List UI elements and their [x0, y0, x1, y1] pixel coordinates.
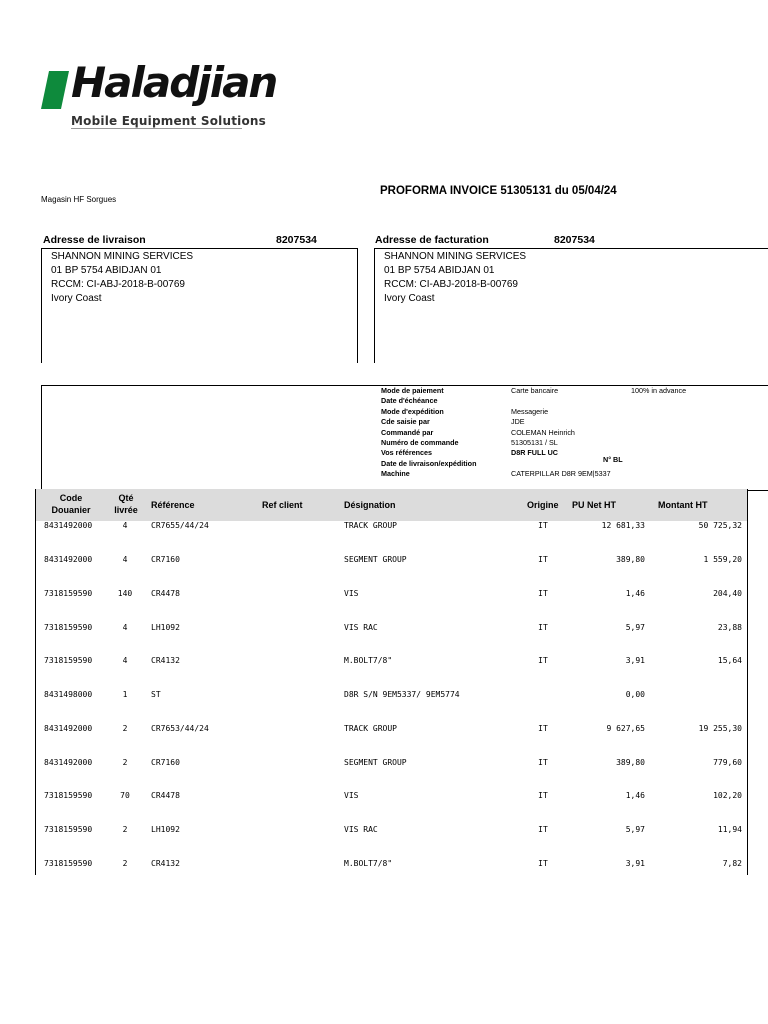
cell-unit-price: 1,46 — [625, 791, 645, 800]
delivery-address-code: 8207534 — [276, 234, 317, 246]
cell-reference: LH1092 — [151, 623, 180, 632]
table-row — [0, 521, 768, 535]
cell-customs-code: 8431492000 — [44, 521, 93, 530]
info-key-entered-by: Cde saisie par — [381, 417, 430, 427]
cell-customs-code: 7318159590 — [44, 656, 93, 665]
cell-origin: IT — [538, 859, 548, 868]
col-header-client-ref: Ref client — [262, 500, 303, 510]
delivery-address-line: RCCM: CI-ABJ-2018-B-00769 — [51, 279, 185, 290]
info-key-delivery-date: Date de livraison/expédition — [381, 458, 477, 468]
col-header-amount: Montant HT — [658, 500, 708, 510]
table-right-border — [747, 489, 748, 875]
brand-logo-mark — [41, 71, 69, 109]
cell-designation: VIS — [344, 791, 359, 800]
table-row — [0, 656, 768, 670]
cell-quantity: 1 — [122, 690, 128, 699]
cell-customs-code: 7318159590 — [44, 791, 93, 800]
cell-origin: IT — [538, 758, 548, 767]
order-info-box — [41, 385, 768, 491]
billing-address-label: Adresse de facturation — [375, 234, 489, 246]
info-value-machine: CATERPILLAR D8R 9EM|5337 — [511, 469, 611, 479]
cell-designation: VIS — [344, 589, 359, 598]
cell-quantity: 2 — [122, 758, 128, 767]
cell-customs-code: 8431492000 — [44, 724, 93, 733]
cell-unit-price: 0,00 — [625, 690, 645, 699]
cell-amount: 23,88 — [717, 623, 742, 632]
billing-address-line: 01 BP 5754 ABIDJAN 01 — [384, 265, 495, 276]
cell-designation: SEGMENT GROUP — [344, 758, 407, 767]
cell-amount: 204,40 — [713, 589, 742, 598]
cell-unit-price: 9 627,65 — [606, 724, 645, 733]
cell-amount: 1 559,20 — [703, 555, 742, 564]
delivery-address-line: 01 BP 5754 ABIDJAN 01 — [51, 265, 162, 276]
cell-unit-price: 3,91 — [625, 656, 645, 665]
cell-quantity: 2 — [122, 825, 128, 834]
info-extra-payment-terms: 100% in advance — [631, 386, 687, 395]
table-row — [0, 623, 768, 637]
tagline-underline — [71, 128, 242, 129]
cell-customs-code: 7318159590 — [44, 825, 93, 834]
info-key-ordered-by: Commandé par — [381, 427, 434, 437]
cell-customs-code: 7318159590 — [44, 859, 93, 868]
info-extra-bl-number: N° BL — [603, 455, 623, 464]
cell-unit-price: 389,80 — [616, 758, 645, 767]
cell-customs-code: 8431498000 — [44, 690, 93, 699]
cell-unit-price: 389,80 — [616, 555, 645, 564]
cell-customs-code: 7318159590 — [44, 589, 93, 598]
cell-designation: SEGMENT GROUP — [344, 555, 407, 564]
cell-amount: 779,60 — [713, 758, 742, 767]
delivery-address-label: Adresse de livraison — [43, 234, 146, 246]
cell-designation: M.BOLT7/8" — [344, 859, 393, 868]
cell-origin: IT — [538, 623, 548, 632]
cell-unit-price: 12 681,33 — [601, 521, 645, 530]
table-row — [0, 859, 768, 873]
cell-quantity: 4 — [122, 521, 128, 530]
billing-address-code: 8207534 — [554, 234, 595, 246]
cell-amount: 19 255,30 — [698, 724, 742, 733]
cell-origin: IT — [538, 555, 548, 564]
cell-designation: VIS RAC — [344, 623, 378, 632]
col-header-customs-code: Code Douanier — [51, 493, 91, 515]
cell-reference: CR7160 — [151, 555, 180, 564]
cell-customs-code: 8431492000 — [44, 555, 93, 564]
cell-origin: IT — [538, 724, 548, 733]
billing-address-line: RCCM: CI-ABJ-2018-B-00769 — [384, 279, 518, 290]
brand-logo-text: Haladjian — [71, 58, 277, 107]
cell-quantity: 70 — [120, 791, 130, 800]
cell-origin: IT — [538, 589, 548, 598]
cell-reference: CR4478 — [151, 589, 180, 598]
billing-address-line: Ivory Coast — [384, 293, 435, 304]
cell-unit-price: 5,97 — [625, 825, 645, 834]
cell-quantity: 4 — [122, 656, 128, 665]
cell-origin: IT — [538, 521, 548, 530]
col-header-quantity: Qté livrée — [114, 493, 138, 515]
col-header-unit-price: PU Net HT — [572, 500, 617, 510]
billing-address-line: SHANNON MINING SERVICES — [384, 251, 527, 262]
cell-amount: 7,82 — [722, 859, 742, 868]
cell-origin: IT — [538, 825, 548, 834]
cell-origin: IT — [538, 791, 548, 800]
table-row — [0, 758, 768, 772]
cell-designation: TRACK GROUP — [344, 724, 397, 733]
table-row — [0, 724, 768, 738]
cell-quantity: 2 — [122, 724, 128, 733]
table-row — [0, 690, 768, 704]
cell-reference: CR7653/44/24 — [151, 724, 209, 733]
delivery-address-box — [41, 248, 358, 363]
info-key-order-number: Numéro de commande — [381, 438, 459, 447]
info-key-shipping-mode: Mode d'expédition — [381, 406, 444, 416]
table-row — [0, 589, 768, 603]
cell-amount: 11,94 — [717, 825, 742, 834]
col-header-designation: Désignation — [344, 500, 396, 510]
info-value-entered-by: JDE — [511, 417, 525, 427]
cell-customs-code: 8431492000 — [44, 758, 93, 767]
table-left-border — [35, 489, 36, 875]
table-row — [0, 791, 768, 805]
cell-reference: CR4132 — [151, 859, 180, 868]
cell-reference: CR4132 — [151, 656, 180, 665]
cell-reference: LH1092 — [151, 825, 180, 834]
delivery-address-line: Ivory Coast — [51, 293, 102, 304]
cell-origin: IT — [538, 656, 548, 665]
info-value-ordered-by: COLEMAN Heinrich — [511, 427, 575, 437]
table-row — [0, 825, 768, 839]
cell-designation: D8R S/N 9EM5337/ 9EM5774 — [344, 690, 460, 699]
cell-amount: 102,20 — [713, 791, 742, 800]
cell-quantity: 2 — [122, 859, 128, 868]
col-header-origin: Origine — [527, 500, 559, 510]
cell-customs-code: 7318159590 — [44, 623, 93, 632]
cell-amount: 50 725,32 — [698, 521, 742, 530]
info-value-order-number: 51305131 / SL — [511, 438, 558, 447]
cell-quantity: 4 — [122, 623, 128, 632]
info-key-your-references: Vos références — [381, 448, 433, 458]
info-key-due-date: Date d'échéance — [381, 396, 438, 406]
delivery-address-line: SHANNON MINING SERVICES — [51, 251, 194, 262]
cell-reference: CR4478 — [151, 791, 180, 800]
cell-designation: TRACK GROUP — [344, 521, 397, 530]
cell-designation: VIS RAC — [344, 825, 378, 834]
cell-unit-price: 3,91 — [625, 859, 645, 868]
cell-quantity: 140 — [117, 589, 133, 598]
col-header-reference: Référence — [151, 500, 195, 510]
cell-unit-price: 5,97 — [625, 623, 645, 632]
info-value-your-references: D8R FULL UC — [511, 448, 558, 458]
billing-address-box — [374, 248, 768, 363]
cell-unit-price: 1,46 — [625, 589, 645, 598]
cell-reference: CR7160 — [151, 758, 180, 767]
brand-tagline: Mobile Equipment Solutions — [71, 114, 266, 128]
cell-amount: 15,64 — [717, 656, 742, 665]
store-name: Magasin HF Sorgues — [41, 195, 117, 204]
table-row — [0, 555, 768, 569]
info-value-shipping-mode: Messagerie — [511, 406, 549, 416]
cell-reference: CR7655/44/24 — [151, 521, 209, 530]
info-key-payment-mode: Mode de paiement — [381, 386, 444, 395]
info-value-payment-mode: Carte bancaire — [511, 386, 559, 395]
cell-designation: M.BOLT7/8" — [344, 656, 393, 665]
cell-reference: ST — [151, 690, 161, 699]
document-title: PROFORMA INVOICE 51305131 du 05/04/24 — [380, 185, 617, 197]
cell-quantity: 4 — [122, 555, 128, 564]
info-key-machine: Machine — [381, 469, 410, 479]
